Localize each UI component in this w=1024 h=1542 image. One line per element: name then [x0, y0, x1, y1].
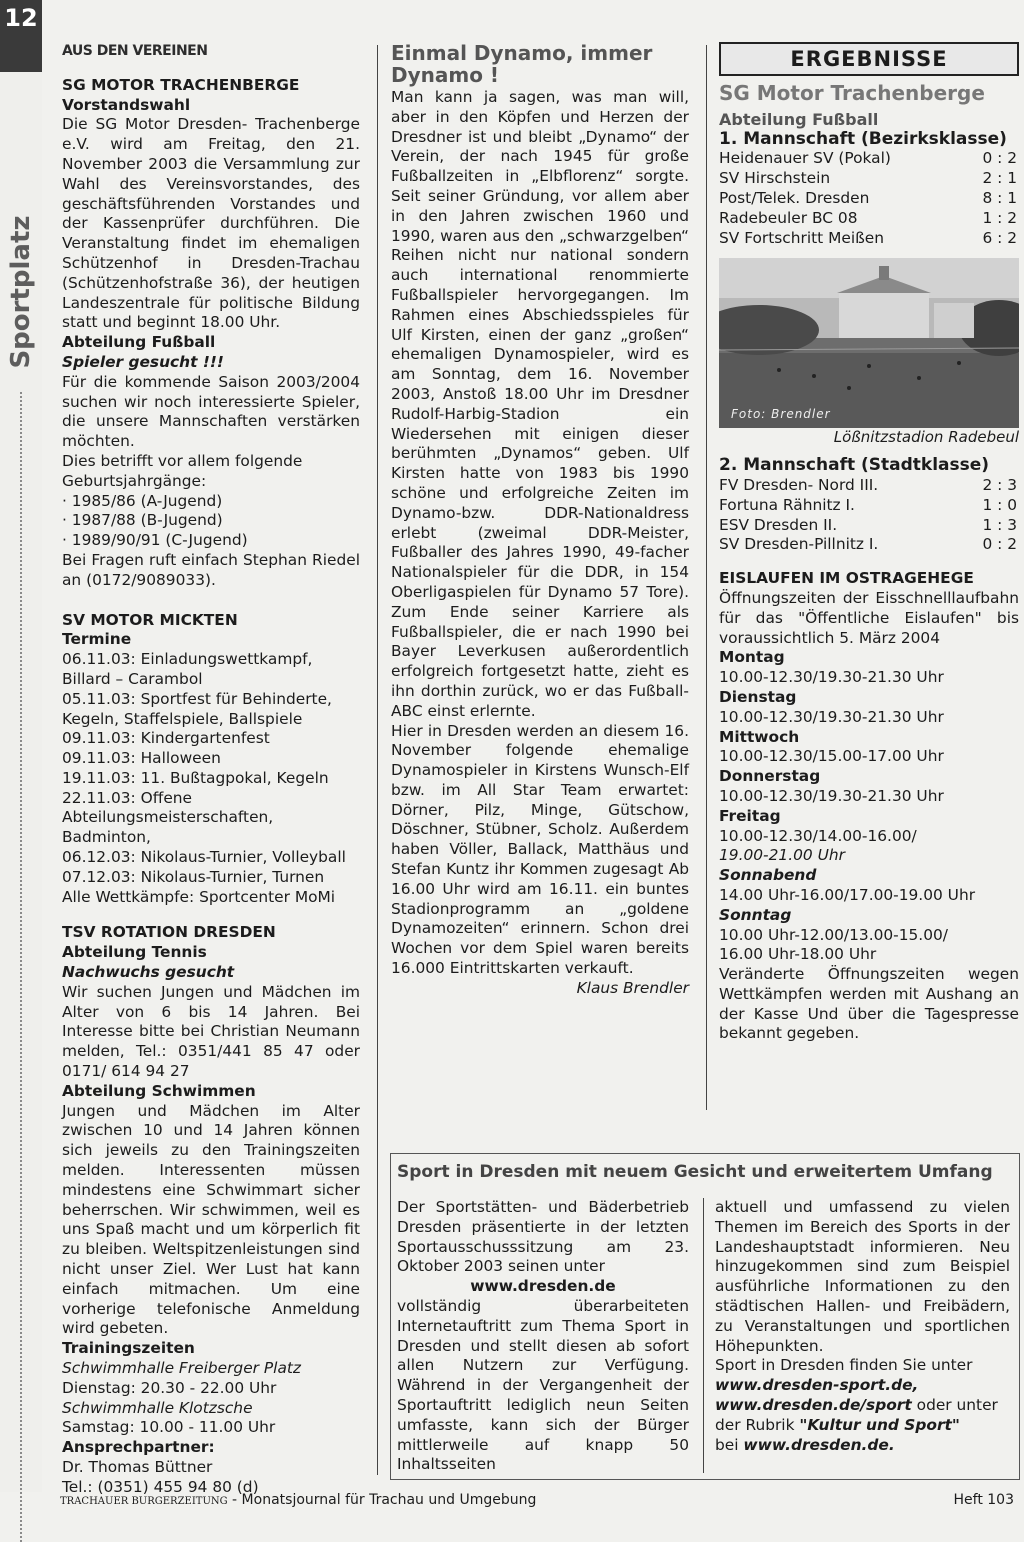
result-row: SV Hirschstein 2 : 1 — [719, 169, 1017, 188]
team-heading: 2. Mannschaft (Stadtklasse) — [719, 455, 990, 476]
dresden-link[interactable]: www.dresden.de — [470, 1277, 616, 1296]
training-time: Dienstag: 20.30 - 22.00 Uhr — [62, 1378, 277, 1397]
box-text: vollständig überarbeiteten Internetauftritt zum Thema Sport in Dresden und stellt diesen ab sofort allen Nutzern zur Verfügung. Während in der Vergangenheit der Sportauftritt lediglich neun Seiten umfasste, kann sich der Bürger mittlerweile auf knapp 50 Inhaltsseiten — [397, 1296, 689, 1474]
box-column-left — [397, 1198, 689, 1475]
year-item: · 1987/88 (B-Jugend) — [62, 511, 223, 530]
day-label: Dienstag — [719, 687, 797, 706]
club-heading: TSV ROTATION DRESDEN — [62, 923, 276, 942]
column-divider — [377, 45, 378, 1475]
club-text: Für die kommende Saison 2003/2004 suchen wir noch interessierte Spieler, die unsere Mannschaften verstärken möchten. — [62, 372, 360, 451]
footer-text: - Monatsjournal für Trachau und Umgebung — [227, 1492, 537, 1508]
day-label: Sonnabend — [719, 866, 817, 885]
box-text: aktuell und umfassend zu vielen Themen im Bereich des Sports in der Landeshauptstadt informieren. Neu hinzugekommen sind zum Beispiel ausführliche Informationen zu den städtischen Hallen- und Freibädern, zu Veranstaltungen und sportlichen Höhepunkten. — [715, 1198, 1010, 1355]
dresden-sport-link[interactable]: www.dresden-sport.de, — [715, 1376, 919, 1395]
club-subheading: Termine — [62, 630, 132, 649]
club-subheading: Vorstandswahl — [62, 95, 191, 114]
column-dynamo — [391, 42, 689, 999]
termin-item: Alle Wettkämpfe: Sportcenter MoMi — [62, 887, 336, 906]
box-text: bei — [715, 1435, 744, 1454]
department-heading: Abteilung Tennis — [62, 943, 207, 962]
column-divider — [706, 45, 707, 1110]
box-divider — [703, 1198, 704, 1473]
results-club: SG Motor Trachenberge — [719, 81, 985, 105]
club-heading: SV MOTOR MICKTEN — [62, 610, 238, 629]
day-label: Montag — [719, 648, 785, 667]
department-heading: Abteilung Fußball — [62, 333, 216, 352]
day-label: Mittwoch — [719, 727, 800, 746]
day-times: 16.00 Uhr-18.00 Uhr — [719, 945, 877, 964]
article-author: Klaus Brendler — [576, 978, 689, 997]
day-times: 10.00-12.30/19.30-21.30 Uhr — [719, 668, 944, 687]
year-item: · 1989/90/91 (C-Jugend) — [62, 531, 248, 550]
dresden-sport-subpage-link[interactable]: www.dresden.de/sport — [715, 1395, 912, 1414]
article-title: Einmal Dynamo, immer Dynamo ! — [391, 41, 653, 87]
day-times: 14.00 Uhr-16.00/17.00-19.00 Uhr — [719, 885, 976, 904]
termin-item: 07.12.03: Nikolaus-Turnier, Turnen — [62, 867, 325, 886]
club-text: Jungen und Mädchen im Alter zwischen 10 und 14 Jahren können sich jeweils zu den Trainingszeiten melden. Interessenten müssen mindestens eine Schwimmart sicher beherrschen. Wir schwimmen, weil es uns Spaß macht und um körperlich fit zu bleiben. Weltspitzenleistungen sind nicht unser Ziel. Wer Lust hat kann einfach mitmachen. Um eine vorherige telefonische Anmeldung wird gebeten. — [62, 1101, 360, 1338]
photo-credit: Foto: Brendler — [731, 406, 831, 421]
photo-caption: Lößnitzstadion Radebeul — [833, 428, 1019, 447]
eislaufen-text: Öffnungszeiten der Eisschnelllaufbahn für das "Öffentliche Eislaufen" bis voraussichtlich 5. März 2004 — [719, 588, 1019, 647]
column-ergebnisse — [719, 42, 1019, 1044]
result-row: ESV Dresden II. 1 : 3 — [719, 515, 1017, 534]
day-times: 10.00 Uhr-12.00/13.00-15.00/ — [719, 925, 948, 944]
wanted-heading: Spieler gesucht !!! — [62, 352, 224, 371]
sport-dresden-box — [390, 1153, 1020, 1480]
result-row: Radebeuler BC 08 1 : 2 — [719, 208, 1017, 227]
article-text: Man kann ja sagen, was man will, aber in den Köpfen und Herzen der Dresdner ist und bleibt „Dynamo“ der Verein, der nach 1945 für große Fußballzeiten in „Elbflorenz“ sorgte. Seit seiner Gründung, vor allem aber in den Jahren zwischen 1960 und 1990, waren aus den „schwarzgelben“ Reihen nicht nur national sondern auch international renommierte Fußballspieler hervorgegangen. Im Rahmen eines Abschiedsspieles für Ulf Kirsten, einen der ganz „großen“ ehemaligen Dynamospieler, wird es am Sonntag, dem 16. November 2003, Anstoß 18.00 Uhr im Dresdner Rudolf-Harbig-Stadion ein Wiedersehen mit einigen dieser berühmten „Dynamos“ geben. Ulf Kirsten hatte von 1983 bis 1990 schöne und erfolgreiche Zeiten im Dynamo-bzw. DDR-Nationaldress erlebt (zweimal DDR-Meister, Fußballer des Jahres 1990, 49-facher Nationalspieler für die DDR, in 154 Oberligaspielen für Dynamo 57 Tore). Zum Ende seiner Karriere als Fußballspieler, die er nach 1990 bei Bayer Leverkusen außerordentlich erfolgreich fortgesetzt hatte, zieht es ihn dorthin zurück, wo er das Fußball-ABC einst erlernte. — [391, 88, 689, 720]
eislaufen-note: Veränderte Öffnungszeiten wegen Wettkämpfen werden mit Aushang an der Kasse Und über die Tagespresse bekannt gegeben. — [719, 965, 1019, 1043]
club-text: Bei Fragen ruft einfach Stephan Riedel an (0172/9089033). — [62, 550, 360, 589]
column-vereine — [62, 42, 360, 1498]
issue-number: Heft 103 — [953, 1492, 1014, 1508]
wanted-heading: Nachwuchs gesucht — [62, 963, 235, 982]
footer-brand: TRACHAUER BURGERZEITUNG — [60, 1496, 228, 1507]
side-tab — [0, 72, 42, 1492]
stadium-photo-graphic — [719, 258, 1019, 428]
club-text: Die SG Motor Dresden- Trachenberge e.V. wird am Freitag, den 21. November 2003 die Versammlung zur Wahl des Vereinsvorstandes, des geschäftsführenden Vorstandes und der Kassenprüfer durchführen. Die Veranstaltung findet im ehemaligen Schützenhof in Dresden-Trachau (Schützenhofstraße 36), der heutigen Landeszentrale für politische Bildung statt und beginnt 18.00 Uhr. — [62, 115, 360, 332]
results-department: Abteilung Fußball — [719, 109, 879, 129]
day-times: 19.00-21.00 Uhr — [719, 846, 845, 865]
training-place: Schwimmhalle Klotzsche — [62, 1398, 253, 1417]
termin-item: 22.11.03: Offene Abteilungsmeisterschaften, Badminton, — [62, 788, 274, 847]
footer — [60, 1492, 536, 1508]
day-times: 10.00-12.30/14.00-16.00/ — [719, 826, 917, 845]
box-column-right — [715, 1198, 1010, 1455]
team-heading: 1. Mannschaft (Bezirksklasse) — [719, 128, 1007, 149]
side-dotted-line — [20, 392, 24, 1542]
box-text: oder unter der Rubrik — [715, 1395, 998, 1434]
club-heading: SG MOTOR TRACHENBERGE — [62, 75, 300, 94]
dresden-link[interactable]: www.dresden.de. — [743, 1435, 895, 1454]
day-times: 10.00-12.30/19.30-21.30 Uhr — [719, 707, 944, 726]
contact-phone: Tel.: (0351) 455 94 80 (d) — [62, 1477, 259, 1496]
termin-item: 05.11.03: Sportfest für Behinderte, Kegeln, Staffelspiele, Ballspiele — [62, 689, 332, 728]
day-times: 10.00-12.30/15.00-17.00 Uhr — [719, 747, 944, 766]
club-text: Wir suchen Jungen und Mädchen im Alter von 6 bis 14 Jahren. Bei Interesse bitte bei Christian Neumann melden, Tel.: 0351/441 85 47 oder 0171/ 614 94 27 — [62, 982, 360, 1081]
result-row: Fortuna Rähnitz I. 1 : 0 — [719, 495, 1017, 514]
club-text: Dies betrifft vor allem folgende Geburtsjahrgänge: — [62, 451, 303, 490]
termin-item: 09.11.03: Kindergartenfest — [62, 729, 270, 748]
termin-item: 19.11.03: 11. Bußtagpokal, Kegeln — [62, 768, 329, 787]
eislaufen-heading: EISLAUFEN IM OSTRAGEHEGE — [719, 569, 974, 588]
section-label: AUS DEN VEREINEN — [62, 43, 208, 59]
result-row: SV Dresden-Pillnitz I. 0 : 2 — [719, 535, 1017, 554]
day-label: Freitag — [719, 806, 781, 825]
rubrik-label: "Kultur und Sport" — [799, 1415, 960, 1434]
training-time: Samstag: 10.00 - 11.00 Uhr — [62, 1418, 276, 1437]
termin-item: 09.11.03: Halloween — [62, 749, 221, 768]
result-row: FV Dresden- Nord III. 2 : 3 — [719, 475, 1017, 494]
result-row: Post/Telek. Dresden 8 : 1 — [719, 188, 1017, 207]
termin-item: 06.12.03: Nikolaus-Turnier, Volleyball — [62, 848, 346, 867]
day-times: 10.00-12.30/19.30-21.30 Uhr — [719, 786, 944, 805]
department-heading: Abteilung Schwimmen — [62, 1081, 256, 1100]
contact-heading: Ansprechpartner: — [62, 1438, 215, 1457]
year-item: · 1985/86 (A-Jugend) — [62, 491, 223, 510]
termin-item: 06.11.03: Einladungswettkampf, Billard – Carambol — [62, 650, 313, 688]
day-label: Sonntag — [719, 905, 792, 924]
day-label: Donnerstag — [719, 767, 821, 786]
page-number: 12 — [0, 0, 42, 72]
result-row: Heidenauer SV (Pokal) 0 : 2 — [719, 149, 1017, 168]
contact-name: Dr. Thomas Büttner — [62, 1457, 213, 1476]
result-row: SV Fortschritt Meißen 6 : 2 — [719, 228, 1017, 247]
article-text: Hier in Dresden werden an diesem 16. November folgende ehemalige Dynamospieler in Kirstens Wunsch-Elf bzw. im All Star Team erwartet: Dörner, Pilz, Minge, Gütschow, Döschner, Stübner, Scholz. Außerdem haben Völler, Ballack, Matthäus und Stefan Kuntz ihr Kommen zugesagt Ab 16.00 Uhr wird am 16.11. ein buntes Stadionprogramm an „goldene Dynamozeiten“ erinnern. Schon drei Wochen vor dem Spiel waren bereits 16.000 Eintrittskarten verkauft. — [391, 721, 689, 978]
box-title: Sport in Dresden mit neuem Gesicht und erweitertem Umfang — [397, 1162, 993, 1182]
training-place: Schwimmhalle Freiberger Platz — [62, 1359, 301, 1377]
results-header: ERGEBNISSE — [719, 42, 1019, 76]
box-text: Der Sportstätten- und Bäderbetrieb Dresden präsentierte in der letzten Sportausschusssitzung am 23. Oktober 2003 seinen unter — [397, 1198, 689, 1276]
training-heading: Trainingszeiten — [62, 1339, 195, 1358]
stadium-photo — [719, 258, 1019, 428]
box-text: Sport in Dresden finden Sie unter — [715, 1356, 973, 1375]
side-label: Sportplatz — [6, 215, 36, 369]
